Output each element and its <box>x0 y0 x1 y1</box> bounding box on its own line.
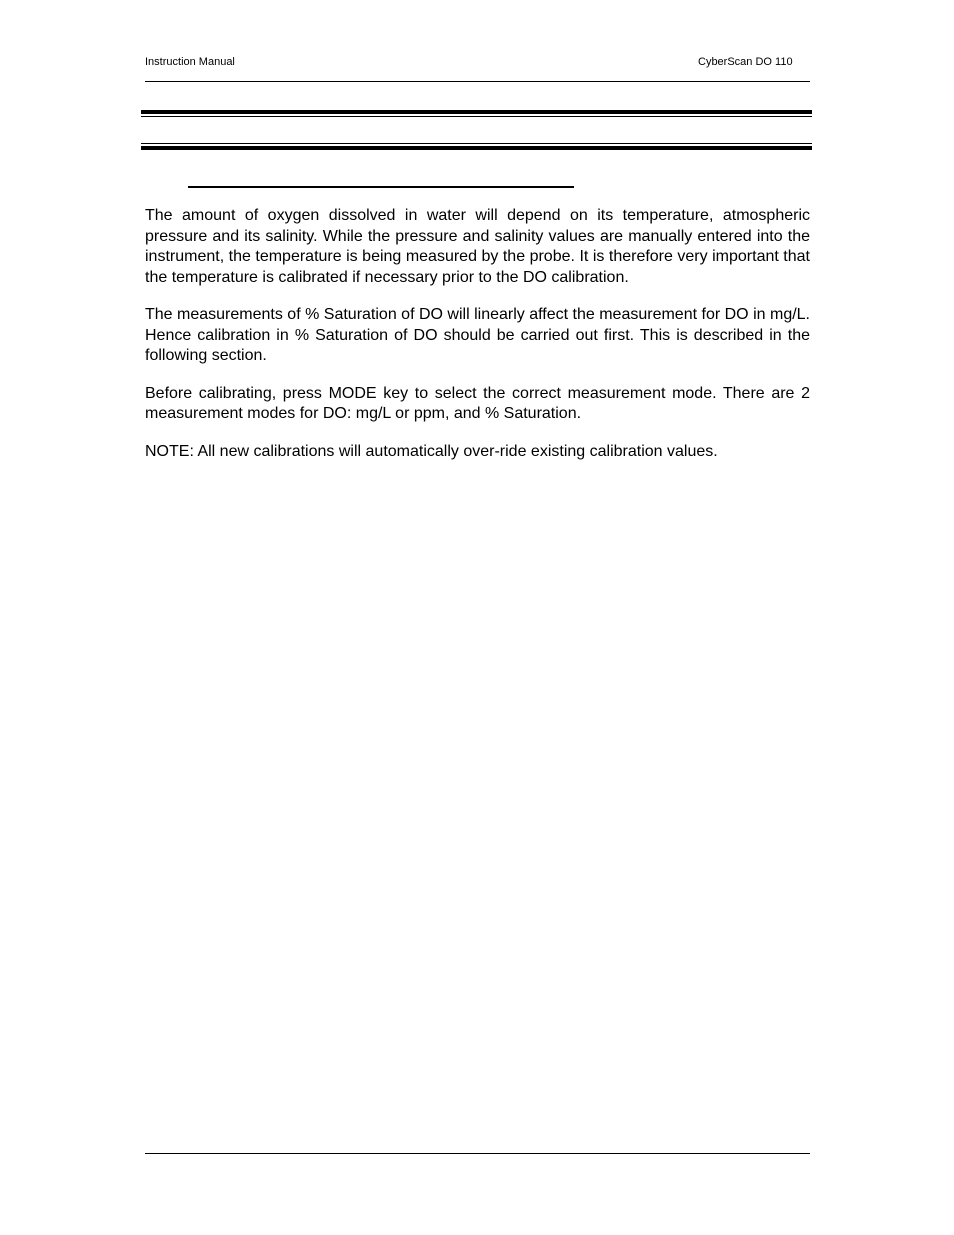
section-title-top-rule <box>141 110 812 114</box>
subheading-underline <box>188 186 574 188</box>
paragraph-oxygen-dependence: The amount of oxygen dissolved in water will depend on its temperature, atmospheric pressure and its salinity. While the pressure and salinity values are manually entered into the instrument, the temperature is being measured by the probe. It is therefore very important that the temperature is calibrated if necessary prior to the DO calibration. <box>145 207 810 286</box>
footer-divider <box>145 1153 810 1154</box>
paragraph-saturation-effect: The measurements of % Saturation of DO will linearly affect the measurement for DO in mg/L. Hence calibration in % Saturation of DO should be carried out first. This is described in the following section. <box>145 306 810 364</box>
header-product-name: CyberScan DO 110 <box>698 56 793 68</box>
paragraph-note: NOTE: All new calibrations will automatically over-ride existing calibration values. <box>145 442 718 460</box>
section-title-bottom-thin-rule <box>141 143 812 144</box>
header-divider <box>145 81 810 82</box>
body-text <box>145 206 810 479</box>
section-title-top-thin-rule <box>141 116 812 117</box>
header-manual-title: Instruction Manual <box>145 56 235 68</box>
paragraph-measurement-mode: Before calibrating, press MODE key to select the correct measurement mode. There are 2 measurement modes for DO: mg/L or ppm, and % Saturation. <box>145 384 810 422</box>
section-title-bottom-rule <box>141 146 812 150</box>
